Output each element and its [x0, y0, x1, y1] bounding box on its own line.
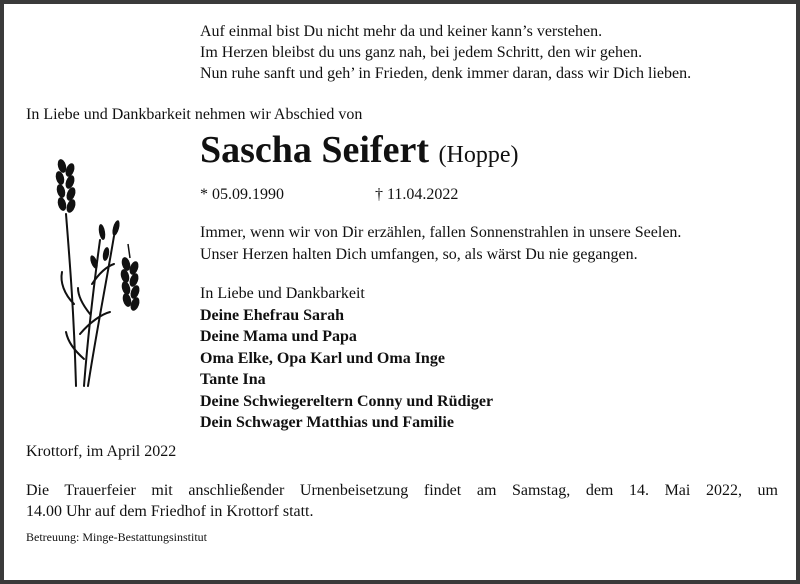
- quote-line: Immer, wenn wir von Dir erzählen, fallen Sonnenstrahlen in unsere Seelen.: [200, 224, 682, 241]
- deceased-name: [200, 128, 519, 177]
- poem: [200, 21, 691, 84]
- poem-line: Auf einmal bist Du nicht mehr da und keiner kann’s verstehen.: [200, 23, 603, 40]
- funeral-home-credit: Betreuung: Minge-Bestattungsinstitut: [26, 530, 207, 544]
- wheat-ear-right: [119, 244, 141, 312]
- mourner: Dein Schwager Matthias und Familie: [200, 414, 454, 431]
- death-date: † 11.04.2022: [375, 186, 459, 203]
- deceased-maiden-name: (Hoppe): [438, 142, 519, 168]
- poem-line: Im Herzen bleibst du uns ganz nah, bei jedem Schritt, den wir gehen.: [200, 44, 643, 61]
- birth-date: * 05.09.1990: [200, 186, 284, 203]
- mourners-lead: In Liebe und Dankbarkeit: [200, 285, 365, 302]
- mourner: Tante Ina: [200, 371, 266, 388]
- memorial-quote: [200, 222, 681, 266]
- deceased-full-name: Sascha Seifert: [200, 129, 430, 171]
- funeral-line: Die Trauerfeier mit anschließender Urnenbeisetzung findet am Samstag, dem 14. Mai 2022, um: [26, 482, 778, 499]
- mourner: Oma Elke, Opa Karl und Oma Inge: [200, 349, 445, 367]
- funeral-announcement: [26, 480, 778, 522]
- mourner: Deine Ehefrau Sarah: [200, 306, 344, 324]
- farewell-intro: In Liebe und Dankbarkeit nehmen wir Abschied von: [26, 106, 363, 123]
- place-and-date: Krottorf, im April 2022: [26, 443, 177, 460]
- funeral-line: 14.00 Uhr auf dem Friedhof in Krottorf statt.: [26, 503, 314, 520]
- poem-line: Nun ruhe sanft und geh’ in Frieden, denk immer daran, dass wir Dich lieben.: [200, 65, 692, 82]
- mourner: Deine Schwiegereltern Conny und Rüdiger: [200, 392, 494, 410]
- quote-line: Unser Herzen halten Dich umfangen, so, als wärst Du nie gegangen.: [200, 246, 638, 263]
- obituary-notice: [4, 4, 796, 580]
- mourner: Deine Mama und Papa: [200, 328, 357, 345]
- mourners-list: [200, 283, 493, 434]
- wheat-ear-left: [54, 158, 77, 214]
- wheat-ears-illustration: [44, 154, 154, 389]
